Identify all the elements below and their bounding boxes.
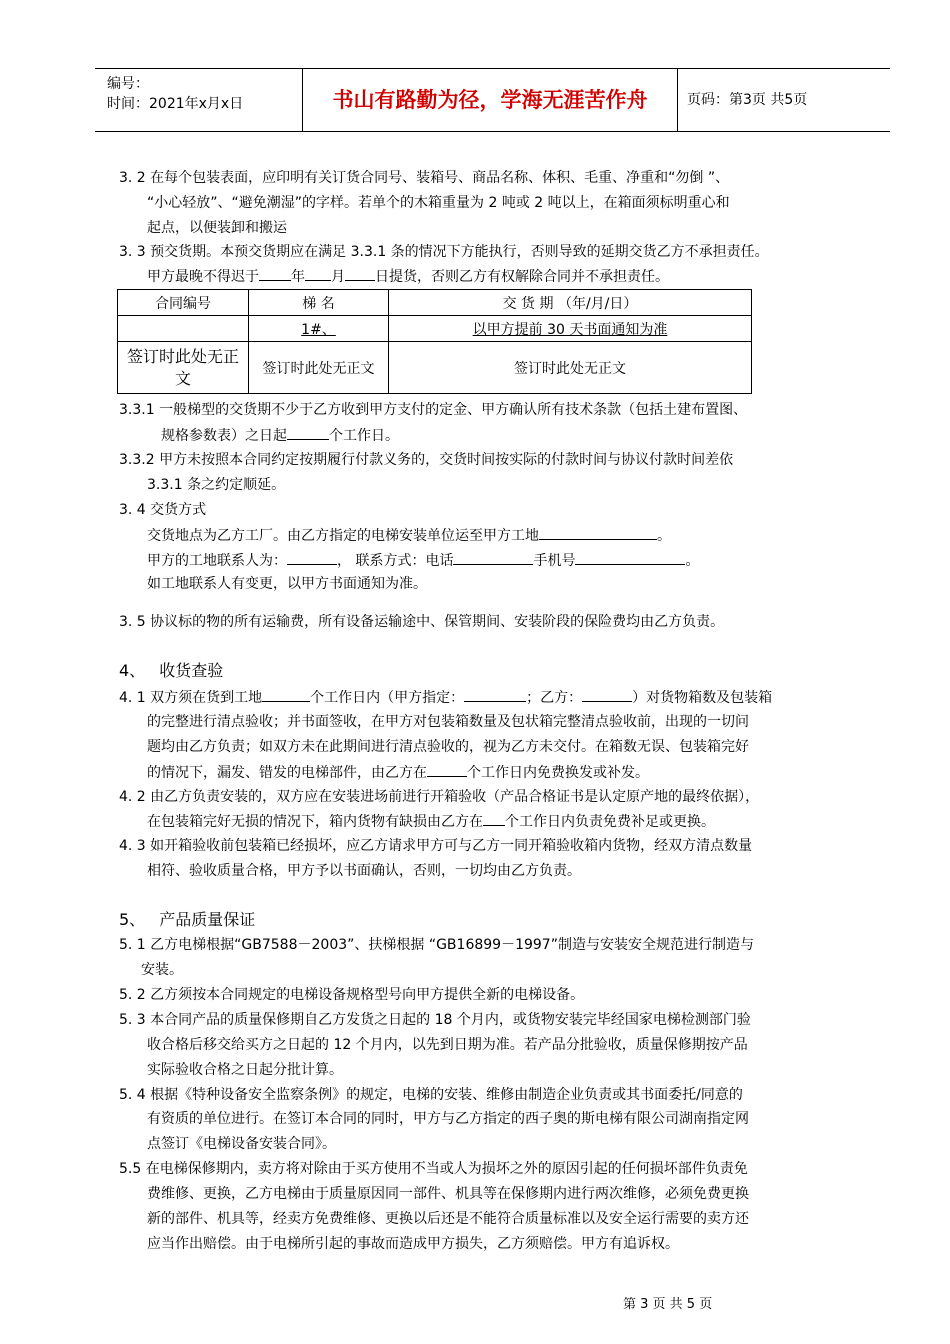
blank-field: [427, 762, 467, 777]
clause-3-3-1-line: 3.3.1 一般梯型的交货期不少于乙方收到甲方支付的定金、甲方确认所有技术条款（包括土建布置图、: [119, 402, 748, 418]
clause-5-1-line: 安装。: [141, 962, 183, 978]
text-segment: ， 联系方式：电话: [337, 553, 454, 569]
text-segment: 规格参数表）之日起: [161, 428, 287, 444]
clause-3-2-line: 起点，以便装卸和搬运: [147, 220, 287, 236]
clause-4-1-line: 题均由乙方负责；如双方未在此期间进行清点验收的，视为乙方未交付。在箱数无误、包装箱完好: [147, 739, 749, 755]
clause-3-4-line: 如工地联系人有变更，以甲方书面通知为准。: [147, 576, 427, 592]
text-segment: 个工作日内免费换发或补发。: [467, 765, 649, 781]
clause-3-3-line: [147, 266, 669, 287]
clause-3-4-line: [147, 525, 671, 546]
clause-4-1-line: [147, 762, 649, 783]
table-cell: [118, 316, 249, 342]
text-segment: 年: [291, 269, 305, 285]
clause-5-4-line: 5. 4 根据《特种设备安全监察条例》的规定，电梯的安装、维修由制造企业负责或其书面委托/同意的: [119, 1087, 743, 1103]
text-segment: 个工作日内负责免费补足或更换。: [505, 814, 715, 830]
blank-field: [305, 266, 331, 281]
clause-4-3-line: 相符、验收质量合格，甲方予以书面确认，否则，一切均由乙方负责。: [147, 863, 581, 879]
blank-field: [575, 550, 685, 565]
blank-field: [287, 425, 329, 440]
delivery-table: [117, 289, 752, 394]
header-meta: [107, 74, 243, 114]
clause-5-2-line: 5. 2 乙方须按本合同规定的电梯设备规格型号向甲方提供全新的电梯设备。: [119, 987, 585, 1003]
text-segment: 的情况下，漏发、错发的电梯部件，由乙方在: [147, 765, 427, 781]
text-segment: 甲方的工地联系人为：: [147, 553, 287, 569]
page-footer: 第 3 页 共 5 页: [623, 1297, 713, 1312]
text-segment: ；乙方：: [526, 690, 583, 706]
clause-5-3-line: 实际验收合格之日起分批计算。: [147, 1062, 343, 1078]
text-segment: ）对货物箱数及包装箱: [632, 690, 773, 706]
text-segment: 交货地点为乙方工厂。由乙方指定的电梯安装单位运至甲方工地: [147, 528, 539, 544]
table-row: [118, 316, 752, 342]
clause-5-5-line: 新的部件、机具等，经卖方免费维修、更换以后还是不能符合质量标准以及安全运行需要的卖方还: [147, 1211, 749, 1227]
section-title: 收货查验: [159, 661, 224, 680]
table-cell: 1#、: [249, 316, 389, 342]
table-header-row: [118, 290, 752, 316]
table-cell: 签订时此处无正文: [389, 342, 752, 394]
clause-4-1-line: 的完整进行清点验收；并书面签收，在甲方对包装箱数量及包状箱完整清点验收前，出现的一切问: [147, 714, 749, 730]
time-label: 时间：2021年x月x日: [107, 96, 244, 112]
section-5-heading: [119, 910, 255, 930]
text-segment: 。: [685, 553, 700, 569]
table-header-cell: 合同编号: [118, 290, 249, 316]
clause-5-4-line: 有资质的单位进行。在签订本合同的同时，甲方与乙方指定的西子奥的斯电梯有限公司湖南指定网: [147, 1111, 749, 1127]
clause-4-1-line: [119, 687, 772, 708]
blank-field: [259, 266, 291, 281]
table-header-cell: 交 货 期 （年/月/日）: [389, 290, 752, 316]
clause-3-3-1-line: [161, 425, 399, 446]
blank-field: [262, 687, 310, 702]
section-number: 5、: [119, 910, 146, 929]
clause-3-4-line: [147, 550, 699, 571]
blank-field: [464, 687, 526, 702]
clause-5-5-line: 费维修、更换，乙方电梯由于质量原因同一部件、机具等在保修期内进行两次维修，必须免费更换: [147, 1186, 749, 1202]
clause-5-5-line: 5.5 在电梯保修期内，卖方将对除由于买方使用不当或人为损坏之外的原因引起的任何损坏部件负责免: [119, 1161, 748, 1177]
table-cell: 以甲方提前 30 天书面通知为准: [389, 316, 752, 342]
clause-3-3-2-line: 3.3.2 甲方未按照本合同约定按期履行付款义务的，交货时间按实际的付款时间与协议付款时间差依: [119, 452, 734, 468]
clause-3-3-2-line: 3.3.1 条之约定顺延。: [147, 477, 286, 493]
text-segment: 手机号: [533, 553, 576, 569]
text-segment: 甲方最晚不得迟于: [147, 269, 259, 285]
text-segment: 在包装箱完好无损的情况下，箱内货物有缺损由乙方在: [147, 814, 483, 830]
clause-4-2-line: [147, 811, 715, 832]
clause-3-2-line: “小心轻放”、“避免潮湿”的字样。若单个的木箱重量为 2 吨或 2 吨以上，在箱面须标明重心和: [147, 195, 730, 211]
clause-3-5-line: 3. 5 协议标的物的所有运输费，所有设备运输途中、保管期间、安装阶段的保险费均由乙方负责。: [119, 614, 725, 630]
blank-field: [582, 687, 632, 702]
clause-4-2-line: 4. 2 由乙方负责安装的，双方应在安装进场前进行开箱验收（产品合格证书是认定原产地的最终依据），: [119, 789, 760, 805]
blank-field: [345, 266, 375, 281]
number-label: 编号：: [107, 76, 149, 92]
page-header: [95, 68, 890, 132]
text-segment: 个工作日内（甲方指定：: [310, 690, 465, 706]
clause-3-3-line: 3. 3 预交货期。本预交货期应在满足 3.3.1 条的情况下方能执行，否则导致的延期交货乙方不承担责任。: [119, 244, 769, 260]
table-cell: 签订时此处无正文: [249, 342, 389, 394]
section-title: 产品质量保证: [159, 910, 256, 929]
clause-3-2-line: 3. 2 在每个包装表面，应印明有关订货合同号、装箱号、商品名称、体积、毛重、净重和“勿倒 ”、: [119, 170, 730, 186]
blank-field: [453, 550, 533, 565]
section-4-heading: [119, 661, 223, 681]
clause-5-3-line: 5. 3 本合同产品的质量保修期自乙方发货之日起的 18 个月内，或货物安装完毕经国家电梯检测部门验: [119, 1012, 751, 1028]
text-segment: 。: [657, 528, 671, 544]
text-segment: 日提货，否则乙方有权解除合同并不承担责任。: [375, 269, 669, 285]
section-number: 4、: [119, 661, 146, 680]
header-motto: 书山有路勤为径，学海无涯苦作舟: [332, 88, 648, 112]
text-segment: 月: [331, 269, 345, 285]
blank-field: [483, 811, 505, 826]
clause-5-1-line: 5. 1 乙方电梯根据“GB7588－2003”、扶梯根据 “GB16899－1997”制造与安装安全规范进行制造与: [119, 937, 754, 953]
table-row: [118, 342, 752, 394]
text-segment: 个工作日。: [329, 428, 399, 444]
table-header-cell: 梯 名: [249, 290, 389, 316]
clause-5-5-line: 应当作出赔偿。由于电梯所引起的事故而造成甲方损失，乙方须赔偿。甲方有追诉权。: [147, 1236, 679, 1252]
blank-field: [539, 525, 657, 540]
header-page-info: 页码：第3页 共5页: [687, 92, 808, 108]
header-divider: [677, 69, 678, 131]
clause-5-4-line: 点签订《电梯设备安装合同》。: [147, 1136, 336, 1152]
clause-3-4-title: 3. 4 交货方式: [119, 502, 207, 518]
table-cell: 签订时此处无正文: [118, 342, 249, 394]
clause-5-3-line: 收合格后移交给买方之日起的 12 个月内，以先到日期为准。若产品分批验收，质量保修期按产品: [147, 1037, 748, 1053]
blank-field: [287, 550, 337, 565]
text-segment: 4. 1 双方须在货到工地: [119, 690, 263, 706]
clause-4-3-line: 4. 3 如开箱验收前包装箱已经损坏，应乙方请求甲方可与乙方一同开箱验收箱内货物，经双方清点数量: [119, 838, 753, 854]
